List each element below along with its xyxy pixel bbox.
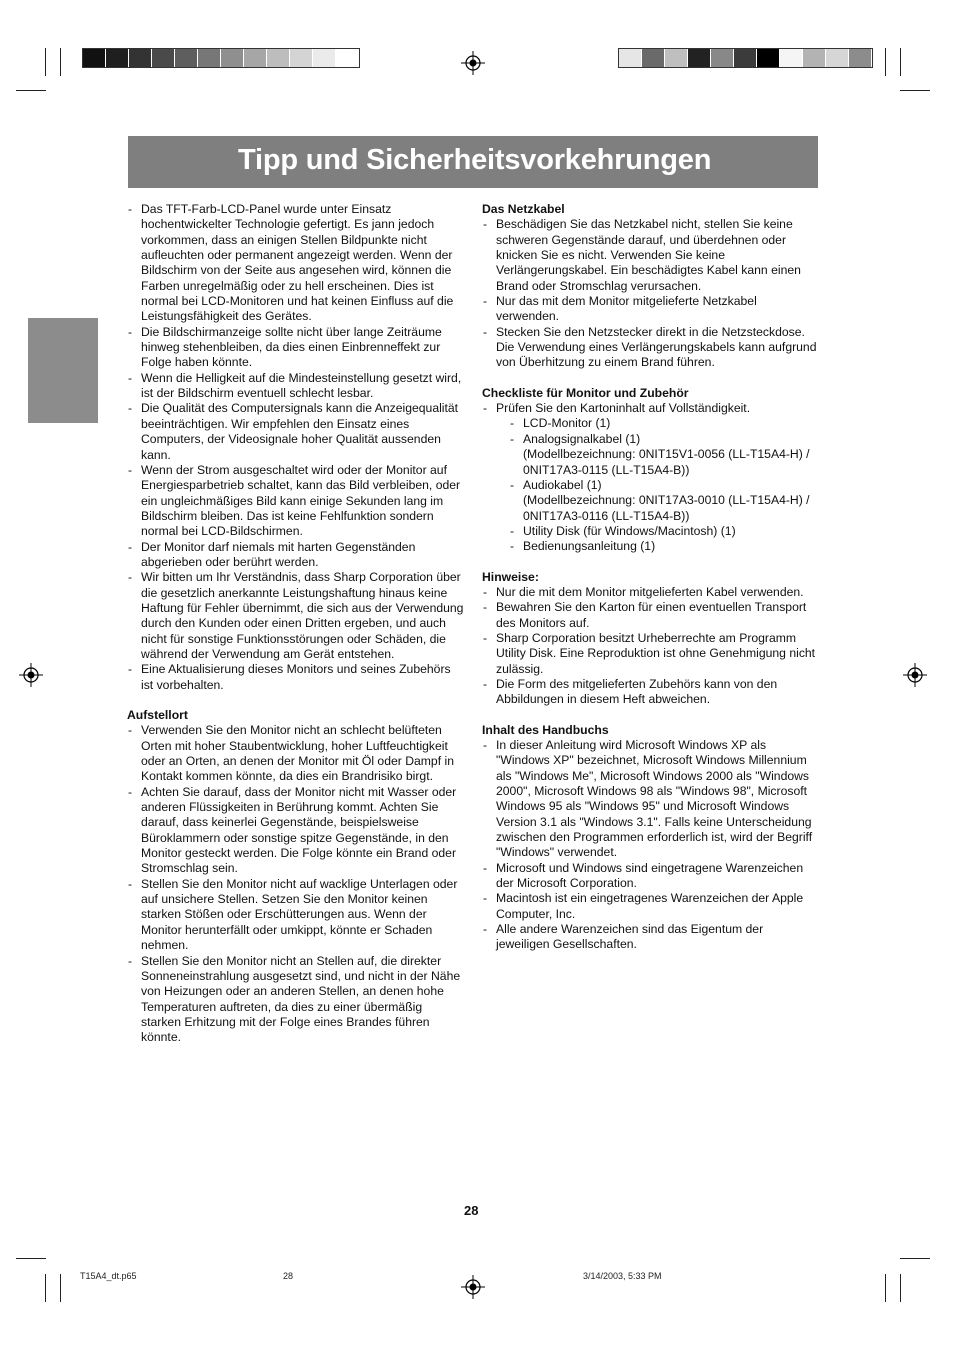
list-item: - Alle andere Warenzeichen sind das Eigentum der jeweiligen Gesellschaften. <box>482 922 820 953</box>
page-title: Tipp und Sicherheitsvorkehrungen <box>238 144 712 176</box>
color-swatch <box>267 49 290 67</box>
color-swatch <box>290 49 313 67</box>
list-item: - Die Bildschirmanzeige sollte nicht über lange Zeiträume hinweg stehenbleiben, da dies einen Einbrenneffekt zur Folge haben könnte. <box>127 325 465 371</box>
list-item: - Beschädigen Sie das Netzkabel nicht, stellen Sie keine schweren Gegenstände darauf, und überdehnen oder knicken Sie es nicht. Verwenden Sie keine Verlängerungskabel. Ein beschädigtes Kabel kann einen Brand oder Stromschlag verursachen. <box>482 217 820 294</box>
list-item: - Das TFT-Farb-LCD-Panel wurde unter Einsatz hochentwickelter Technologie gefertigt. Es jann jedoch vorkommen, dass an einigen Stellen Bildpunkte nicht aufleuchten oder permanent angezeigt werden. Wenn der Bildschirm von der Seite aus angesehen wird, können die Farben unregelmäßig oder zu hell erscheinen. Dies ist normal bei LCD-Monitoren und hat keinen Einfluss auf die Leistungsfähigkeit des Gerätes. <box>127 202 465 325</box>
page-number: 28 <box>464 1203 479 1218</box>
checkliste-item-line: - Utility Disk (für Windows/Macintosh) (1) <box>523 523 736 538</box>
netzkabel-heading: Das Netzkabel <box>482 202 565 216</box>
list-item: - Macintosh ist ein eingetragenes Warenzeichen der Apple Computer, Inc. <box>482 891 820 922</box>
list-item: - Wenn der Strom ausgeschaltet wird oder der Monitor auf Energiesparbetrieb schaltet, kann das Bild verbleiben, oder ein ungleichmäßiges Bild kann einige Sekunden lang im Bildschirm bleiben. Das ist keine Fehlfunktion sondern normal bei LCD-Bildschirmen. <box>127 463 465 540</box>
checkliste-item <box>509 432 820 478</box>
list-item: - Microsoft und Windows sind eingetragene Warenzeichen der Microsoft Corporation. <box>482 861 820 892</box>
checkliste-item <box>509 524 820 539</box>
left-column <box>127 202 465 1046</box>
list-item: - Die Form des mitgelieferten Zubehörs kann von den Abbildungen in diesem Heft abweichen. <box>482 677 820 708</box>
list-item: - Wir bitten um Ihr Verständnis, dass Sharp Corporation über die gesetzlich anerkannte Leistungshaftung hinaus keine Haftung für Fehler übernimmt, die sich aus der Verwendung durch den Kunden oder einen Dritten ergeben, und auch nicht für sonstige Funktionsstörungen oder Schäden, die während der Verwendung am Gerät entstehen. <box>127 570 465 662</box>
checkliste-item-line: - Audiokabel (1) <box>523 477 602 492</box>
list-item: - Bewahren Sie den Karton für einen eventuellen Transport des Monitors auf. <box>482 600 820 631</box>
list-item: - Nur das mit dem Monitor mitgelieferte Netzkabel verwenden. <box>482 294 820 325</box>
list-item: - Stecken Sie den Netzstecker direkt in die Netzsteckdose. Die Verwendung eines Verlängerungskabels kann aufgrund von Überhitzung zu einem Brand führen. <box>482 325 820 371</box>
intro-list <box>127 202 465 693</box>
hinweise-list <box>482 585 820 708</box>
list-item: - Stellen Sie den Monitor nicht auf wacklige Unterlagen oder auf unsichere Stellen. Setzen Sie den Monitor keinen starken Stößen oder Erschütterungen aus. Wenn der Monitor herunterfällt oder umkippt, könnte er Schaden nehmen. <box>127 877 465 954</box>
list-item: - Der Monitor darf niemals mit harten Gegenständen abgerieben oder berührt werden. <box>127 540 465 571</box>
list-item: - Stellen Sie den Monitor nicht an Stellen auf, die direkter Sonneneinstrahlung ausgesetzt sind, und nicht in der Nähe von Heizungen oder an anderen Stellen, an denen hohe Temperaturen auftreten, da dies zu einer übermäßig starken Erhitzung mit der Folge eines Brandes führen könnte. <box>127 954 465 1046</box>
list-item: - Eine Aktualisierung dieses Monitors und seines Zubehörs ist vorbehalten. <box>127 662 465 693</box>
color-swatch <box>688 49 711 67</box>
hinweise-heading: Hinweise: <box>482 569 539 584</box>
checkliste-item <box>509 539 820 554</box>
aufstellort-heading: Aufstellort <box>127 708 188 722</box>
color-swatch <box>780 49 803 67</box>
checkliste-item <box>509 416 820 431</box>
color-swatch <box>152 49 175 67</box>
checkliste-item <box>509 478 820 524</box>
list-item: - Verwenden Sie den Monitor nicht an schlecht belüfteten Orten mit hoher Staubentwicklung, hoher Luftfeuchtigkeit oder an Orten, an denen der Monitor mit Öl oder Dampf in Kontakt kommen könnte, da dies ein Brandrisiko birgt. <box>127 723 465 784</box>
right-column <box>482 202 820 953</box>
aufstellort-list <box>127 723 465 1045</box>
checkliste-item-line: 0NIT17A3-0115 (LL-T15A4-B)) <box>523 462 690 477</box>
checkliste-list <box>482 401 820 554</box>
netzkabel-list <box>482 217 820 370</box>
color-swatch <box>313 49 336 67</box>
list-item: - Wenn die Helligkeit auf die Mindesteinstellung gesetzt wird, ist der Bildschirm eventuell schlecht lesbar. <box>127 371 465 402</box>
registration-mark-icon <box>461 1275 485 1299</box>
checkliste-heading: Checkliste für Monitor und Zubehör <box>482 385 689 400</box>
handbuch-heading: Inhalt des Handbuchs <box>482 722 609 737</box>
color-calibration-strip-right <box>618 48 873 68</box>
color-swatch <box>826 49 849 67</box>
checkliste-item-line: 0NIT17A3-0116 (LL-T15A4-B)) <box>523 508 690 523</box>
color-swatch <box>803 49 826 67</box>
color-swatch <box>129 49 152 67</box>
checkliste-intro: Prüfen Sie den Kartoninhalt auf Vollständigkeit. <box>496 401 751 416</box>
registration-mark-icon <box>903 663 927 687</box>
checkliste-sublist <box>496 416 820 554</box>
color-calibration-strip-left <box>82 48 360 68</box>
color-swatch <box>336 49 359 67</box>
color-swatch <box>198 49 221 67</box>
handbuch-list <box>482 738 820 953</box>
color-swatch <box>849 49 872 67</box>
color-swatch <box>665 49 688 67</box>
list-item: - In dieser Anleitung wird Microsoft Windows XP als "Windows XP" bezeichnet, Microsoft Windows Millennium als "Windows Me", Microsoft Windows 2000 als "Windows 2000", Microsoft Windows 98 als "Windows 98", Microsoft Windows 95 als "Windows 95" und Microsoft Windows Version 3.1 als "Windows 3.1". Falls keine Unterscheidung zwischen den Programmen erforderlich ist, wird der Begriff "Windows" verwendet. <box>482 738 820 861</box>
checkliste-item-line: - Analogsignalkabel (1) <box>523 431 641 446</box>
color-swatch <box>711 49 734 67</box>
list-item: - Achten Sie darauf, dass der Monitor nicht mit Wasser oder anderen Flüssigkeiten in Berührung kommt. Achten Sie darauf, dass keinerlei Gegenstände, beispielsweise Büroklammern oder sonstige spitze Gegenstände, in den Monitor gesteckt werden. Die Folge könnte ein Brand oder Stromschlag sein. <box>127 785 465 877</box>
color-swatch <box>619 49 642 67</box>
checkliste-item-line: - LCD-Monitor (1) <box>523 416 611 431</box>
color-swatch <box>106 49 129 67</box>
title-bar <box>128 136 818 188</box>
registration-mark-icon <box>19 663 43 687</box>
list-item: - Die Qualität des Computersignals kann die Anzeigequalität beeinträchtigen. Wir empfehlen den Einsatz eines Computers, der Videosignale hoher Qualität aussenden kann. <box>127 401 465 462</box>
checkliste-item-line: (Modellbezeichnung: 0NIT15V1-0056 (LL-T15A4-H) / <box>523 447 810 462</box>
list-item: - Sharp Corporation besitzt Urheberrechte am Programm Utility Disk. Eine Reproduktion ist ohne Genehmigung nicht zulässig. <box>482 631 820 677</box>
color-swatch <box>83 49 106 67</box>
list-item <box>482 401 820 554</box>
checkliste-item-line: - Bedienungsanleitung (1) <box>523 539 656 554</box>
footer-filename: T15A4_dt.p65 <box>80 1271 137 1281</box>
registration-mark-icon <box>461 51 485 75</box>
color-swatch <box>221 49 244 67</box>
color-swatch <box>734 49 757 67</box>
color-swatch <box>175 49 198 67</box>
footer-timestamp: 3/14/2003, 5:33 PM <box>583 1271 662 1281</box>
color-swatch <box>757 49 780 67</box>
section-side-tab <box>28 318 98 423</box>
checkliste-item-line: (Modellbezeichnung: 0NIT17A3-0010 (LL-T15A4-H) / <box>523 493 810 508</box>
color-swatch <box>642 49 665 67</box>
list-item: - Nur die mit dem Monitor mitgelieferten Kabel verwenden. <box>482 585 820 600</box>
footer-page: 28 <box>283 1271 294 1281</box>
color-swatch <box>244 49 267 67</box>
